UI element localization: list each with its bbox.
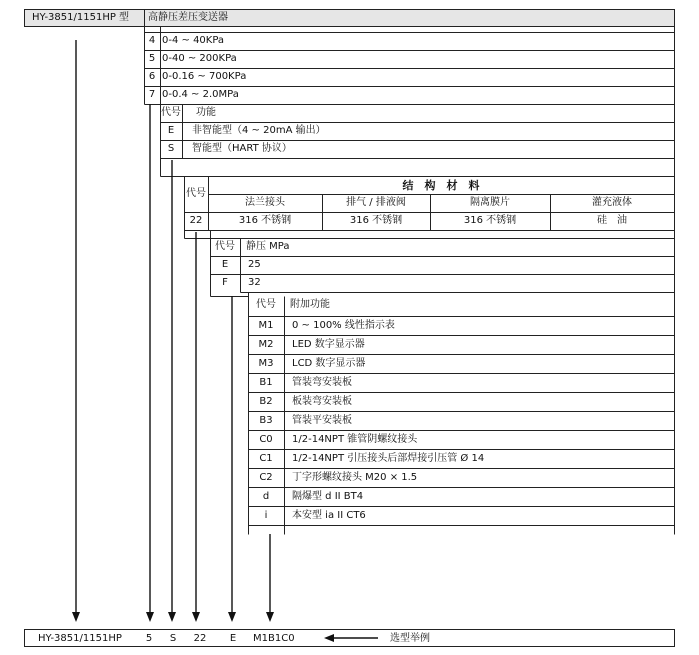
addon-code-m1: M1 [258,319,274,331]
pressure-code-f: F [222,277,228,288]
product-title: 高静压差压变送器 [144,10,674,26]
addon-text-m2: LED 数字显示器 [292,338,365,350]
pressure-name-header: 静压 MPa [246,241,290,252]
material-col-flange: 法兰接头 [245,197,285,208]
range-code-7: 7 [148,89,156,100]
pressure-code-header: 代号 [215,241,235,252]
addon-text-d: 隔爆型 d II BT4 [292,490,364,502]
addon-text-m1: 0 ~ 100% 线性指示表 [292,319,395,331]
material-val-flange: 316 不锈钢 [238,215,292,226]
pressure-text-e: 25 [248,259,261,270]
addon-text-c1: 1/2-14NPT 引压接头后部焊接引压管 Ø 14 [292,452,485,464]
material-val-diaphragm: 316 不锈钢 [463,215,517,226]
range-code-5: 5 [148,53,156,64]
range-text-4: 0-4 ~ 40KPa [162,35,225,46]
function-name-header: 功能 [196,107,216,118]
material-col-vent: 排气 / 排液阀 [346,197,406,208]
addon-code-m2: M2 [258,338,274,350]
addon-code-d: d [262,490,270,502]
example-addons: M1B1C0 [253,633,295,644]
material-code-22: 22 [189,215,203,226]
addon-text-b1: 管装弯安装板 [292,376,352,388]
addon-text-b3: 管装平安装板 [292,414,352,426]
range-text-7: 0-0.4 ~ 2.0MPa [162,89,239,100]
model-header: HY-3851/1151HP 型 [24,10,144,26]
range-code-4: 4 [148,35,156,46]
example-label: 选型举例 [390,633,430,644]
example-pressure: E [229,633,237,644]
material-col-fill: 灌充液体 [592,197,632,208]
material-title: 结 构 材 料 [402,178,480,192]
addon-text-c0: 1/2-14NPT 锥管阴螺纹接头 [292,433,418,445]
pressure-code-e: E [221,259,229,270]
range-text-6: 0-0.16 ~ 700KPa [162,71,247,82]
range-text-5: 0-40 ~ 200KPa [162,53,237,64]
material-code-header: 代号 [186,188,206,199]
addon-text-i: 本安型 ia II CT6 [292,509,366,521]
function-code-header: 代号 [161,107,181,118]
addon-code-i: i [264,509,268,521]
addon-name-header: 附加功能 [290,299,330,310]
function-code-e: E [167,125,175,136]
function-code-s: S [167,143,175,154]
addon-text-c2: 丁字形螺纹接头 M20 × 1.5 [292,471,418,483]
pressure-text-f: 32 [248,277,261,288]
addon-code-c1: C1 [259,452,273,464]
addon-text-b2: 板装弯安装板 [292,395,352,407]
example-function: S [169,633,177,644]
addon-code-b1: B1 [259,376,273,388]
addon-code-b2: B2 [259,395,273,407]
addon-code-m3: M3 [258,357,274,369]
example-model: HY-3851/1151HP [38,633,122,644]
addon-text-m3: LCD 数字显示器 [292,357,366,369]
range-code-6: 6 [148,71,156,82]
example-range: 5 [145,633,153,644]
function-text-e: 非智能型（4 ~ 20mA 输出） [192,125,326,136]
example-material: 22 [193,633,207,644]
addon-code-c0: C0 [259,433,273,445]
addon-code-header: 代号 [256,299,276,310]
material-val-fill: 硅 油 [597,215,627,226]
function-text-s: 智能型（HART 协议） [192,143,292,154]
addon-code-c2: C2 [259,471,273,483]
material-col-diaphragm: 隔离膜片 [470,197,510,208]
material-val-vent: 316 不锈钢 [349,215,403,226]
addon-code-b3: B3 [259,414,273,426]
